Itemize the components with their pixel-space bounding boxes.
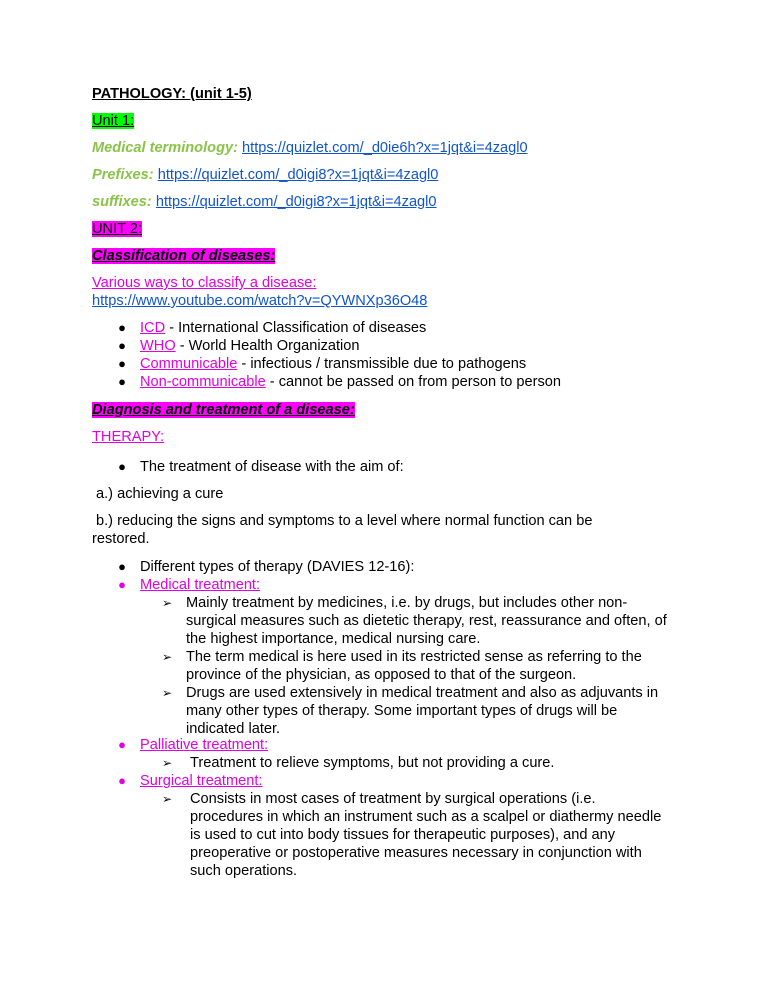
unit1-heading [92,112,134,130]
bullet-icon: ● [118,338,126,353]
surgical-point-1: Consists in most cases of treatment by surgical operations (i.e. procedures in which an instrument such as a scalpel or diathermy needle is used to cut into body tissues for therapeutic purposes), and any preoperative or postoperative measures necessary in conjunction with such operations. [190,791,662,879]
youtube-link[interactable]: https://www.youtube.com/watch?v=QYWNXp36O48 [92,293,428,309]
medical-terminology-link[interactable]: https://quizlet.com/_d0ie6h?x=1jqt&i=4zagl0 [242,140,528,156]
arrow-bullet-icon: ➢ [162,686,173,700]
bullet-icon: ● [118,320,126,335]
medical-terminology-row [92,139,528,157]
types-bullet: Different types of therapy (DAVIES 12-16): [140,559,415,575]
bullet-icon: ● [118,356,126,371]
suffixes-row [92,193,437,211]
arrow-bullet-icon: ➢ [162,792,173,806]
who-term[interactable]: WHO [140,338,176,354]
palliative-point-1: Treatment to relieve symptoms, but not providing a cure. [190,755,555,771]
unit2-heading [92,220,142,238]
bullet-icon: ● [118,459,126,474]
unit2-label: UNIT 2: [92,221,143,237]
medical-point-3: Drugs are used extensively in medical treatment and also as adjuvants in many other types of therapy. Some important types of drugs will be indicated later. [186,685,659,737]
medical-treatment-heading: Medical treatment: [140,577,261,593]
classification-heading: Classification of diseases: [92,248,276,264]
bullet-icon: ● [118,737,126,752]
diagnosis-heading: Diagnosis and treatment of a disease: [92,402,355,418]
aim-a: a.) achieving a cure [96,486,224,502]
prefixes-row [92,166,438,184]
list-item-communicable: Communicable - infectious / transmissible due to pathogens [140,356,527,372]
bullet-icon: ● [118,577,126,592]
list-item-who: WHO - World Health Organization [140,338,360,354]
non-communicable-term[interactable]: Non-communicable [140,374,266,390]
palliative-treatment-heading: Palliative treatment: [140,737,269,753]
prefixes-link[interactable]: https://quizlet.com/_d0igi8?x=1jqt&i=4zagl0 [157,167,439,183]
therapy-heading: THERAPY: [92,429,165,445]
bullet-icon: ● [118,773,126,788]
arrow-bullet-icon: ➢ [162,756,173,770]
prefixes-label: Prefixes: [92,167,154,183]
communicable-term[interactable]: Communicable [140,356,238,372]
list-item-non-communicable: Non-communicable - cannot be passed on from person to person [140,374,562,390]
bullet-icon: ● [118,559,126,574]
aim-b: b.) reducing the signs and symptoms to a level where normal function can be restored. [92,513,593,547]
icd-term[interactable]: ICD [140,320,166,336]
list-item-icd: ICD - International Classification of diseases [140,320,427,336]
unit1-label: Unit 1: [92,113,135,129]
ways-heading: Various ways to classify a disease: [92,275,317,291]
arrow-bullet-icon: ➢ [162,596,173,610]
therapy-aim-bullet: The treatment of disease with the aim of: [140,459,404,475]
medical-point-1: Mainly treatment by medicines, i.e. by drugs, but includes other non-surgical measures such as dietetic therapy, rest, reassurance and often, of the highest importance, medical nursing care. [186,595,667,647]
medical-terminology-label: Medical terminology: [92,140,238,156]
arrow-bullet-icon: ➢ [162,650,173,664]
suffixes-label: suffixes: [92,194,152,210]
document-title: PATHOLOGY: (unit 1-5) [92,86,252,102]
bullet-icon: ● [118,374,126,389]
medical-point-2: The term medical is here used in its restricted sense as referring to the province of the physician, as opposed to that of the surgeon. [186,649,642,683]
suffixes-link[interactable]: https://quizlet.com/_d0igi8?x=1jqt&i=4zagl0 [155,194,437,210]
surgical-treatment-heading: Surgical treatment: [140,773,263,789]
